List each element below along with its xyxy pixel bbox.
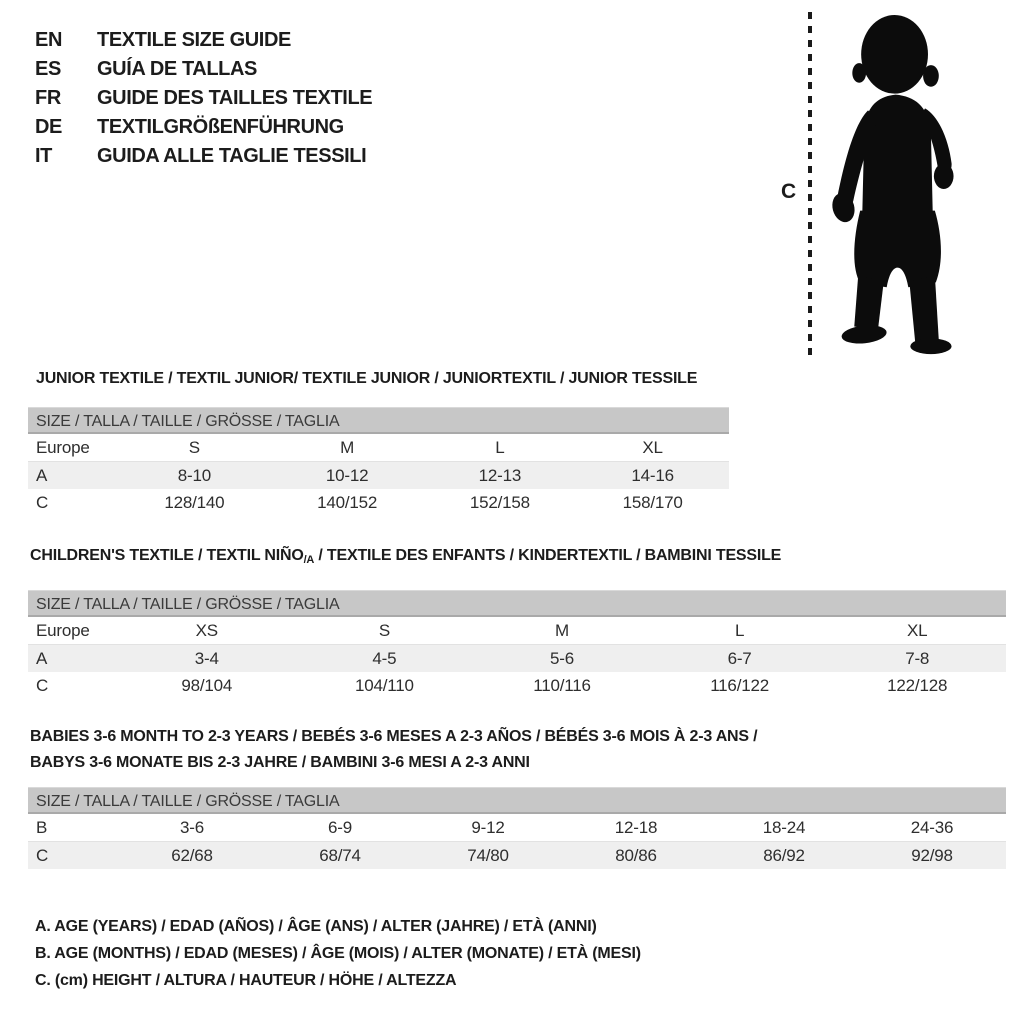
language-code: IT (35, 145, 52, 167)
height-value: 140/152 (317, 493, 378, 512)
age-value: 3-4 (194, 649, 219, 668)
language-row-fr (35, 84, 372, 113)
babies-title-line1: BABIES 3-6 MONTH TO 2-3 YEARS / BEBÉS 3-6 MESES A 2-3 AÑOS / BÉBÉS 3-6 MOIS À 2-3 ANS / (30, 728, 758, 745)
size-value: M (340, 438, 355, 457)
children-section-title (30, 543, 781, 573)
age-value: 6-7 (727, 649, 752, 668)
row-label: B (36, 818, 48, 837)
height-value: 86/92 (763, 846, 805, 865)
table-row-age (28, 462, 729, 489)
height-value: 68/74 (319, 846, 361, 865)
language-row-en (35, 26, 372, 55)
row-label: C (36, 846, 49, 865)
size-value: XS (195, 621, 218, 640)
guide-title: GUIDE DES TAILLES TEXTILE (97, 87, 373, 109)
age-value: 8-10 (177, 466, 211, 485)
table-row-europe (28, 617, 1006, 645)
guide-title: GUÍA DE TALLAS (97, 58, 257, 80)
height-value: 110/116 (533, 676, 591, 695)
language-code: FR (35, 87, 61, 109)
size-value: S (188, 438, 200, 457)
table-row-europe (28, 434, 729, 462)
height-value: 128/140 (164, 493, 225, 512)
size-value: L (495, 438, 505, 457)
age-value: 5-6 (550, 649, 574, 668)
age-value: 6-9 (328, 818, 352, 837)
age-value: 12-13 (478, 466, 522, 485)
baby-silhouette-icon (822, 14, 975, 358)
table-row-height (28, 489, 729, 516)
language-row-de (35, 113, 372, 142)
children-title-pre: CHILDREN'S TEXTILE / TEXTIL NIÑO (30, 547, 304, 564)
height-value: 80/86 (615, 846, 657, 865)
height-label-c: C (781, 180, 797, 203)
babies-section-title (30, 724, 757, 776)
language-row-es (35, 55, 372, 84)
children-title-sub: /A (303, 554, 315, 566)
age-value: 14-16 (631, 466, 674, 485)
age-value: 12-18 (614, 818, 658, 837)
junior-size-table (28, 407, 729, 516)
language-code: EN (35, 29, 62, 51)
height-value: 104/110 (354, 676, 414, 695)
legend-note-b: B. AGE (MONTHS) / EDAD (MESES) / ÂGE (MOIS) / ALTER (MONATE) / ETÀ (MESI) (35, 945, 641, 962)
age-value: 3-6 (180, 818, 204, 837)
height-value: 116/122 (710, 676, 769, 695)
size-table-header: SIZE / TALLA / TAILLE / GRÖSSE / TAGLIA (28, 590, 1006, 617)
row-label: C (36, 676, 49, 695)
size-value: XL (642, 438, 663, 457)
row-label: A (36, 649, 48, 668)
age-value: 4-5 (372, 649, 397, 668)
size-value: S (378, 621, 390, 640)
age-value: 24-36 (910, 818, 954, 837)
height-value: 62/68 (171, 846, 213, 865)
legend-note-c: C. (cm) HEIGHT / ALTURA / HAUTEUR / HÖHE / ALTEZZA (35, 972, 457, 989)
table-row-height (28, 672, 1006, 699)
age-value: 7-8 (905, 649, 930, 668)
language-row-it (35, 142, 372, 171)
height-value: 122/128 (887, 676, 948, 695)
height-value: 92/98 (911, 846, 953, 865)
row-label: Europe (36, 621, 90, 640)
height-value: 152/158 (469, 493, 530, 512)
age-value: 9-12 (471, 818, 505, 837)
size-value: XL (906, 621, 928, 640)
height-value: 98/104 (181, 676, 233, 695)
guide-title: GUIDA ALLE TAGLIE TESSILI (97, 145, 367, 167)
guide-title: TEXTILE SIZE GUIDE (97, 29, 291, 51)
babies-title-line2: BABYS 3-6 MONATE BIS 2-3 JAHRE / BAMBINI 3-6 MESI A 2-3 ANNI (30, 754, 530, 771)
size-value: L (734, 621, 745, 640)
guide-title: TEXTILGRÖßENFÜHRUNG (97, 116, 344, 138)
children-size-table (28, 590, 1006, 699)
legend-notes (35, 913, 641, 994)
size-table-header: SIZE / TALLA / TAILLE / GRÖSSE / TAGLIA (28, 407, 729, 434)
age-value: 18-24 (762, 818, 806, 837)
height-value: 74/80 (467, 846, 509, 865)
table-row-age (28, 645, 1006, 672)
height-value: 158/170 (622, 493, 683, 512)
row-label: Europe (36, 438, 90, 457)
language-code: DE (35, 116, 62, 138)
row-label: A (36, 466, 48, 485)
size-value: M (555, 621, 569, 640)
children-title-post: / TEXTILE DES ENFANTS / KINDERTEXTIL / BAMBINI TESSILE (314, 547, 782, 564)
height-measure-line (806, 12, 814, 358)
table-row-age-months (28, 814, 1006, 842)
row-label: C (36, 493, 49, 512)
language-title-list (35, 26, 372, 171)
junior-section-title: JUNIOR TEXTILE / TEXTIL JUNIOR/ TEXTILE JUNIOR / JUNIORTEXTIL / JUNIOR TESSILE (36, 370, 698, 387)
size-table-header: SIZE / TALLA / TAILLE / GRÖSSE / TAGLIA (28, 787, 1006, 814)
age-value: 10-12 (325, 466, 369, 485)
language-code: ES (35, 58, 61, 80)
table-row-height (28, 842, 1006, 869)
legend-note-a: A. AGE (YEARS) / EDAD (AÑOS) / ÂGE (ANS) / ALTER (JAHRE) / ETÀ (ANNI) (35, 918, 597, 935)
babies-size-table (28, 787, 1006, 869)
